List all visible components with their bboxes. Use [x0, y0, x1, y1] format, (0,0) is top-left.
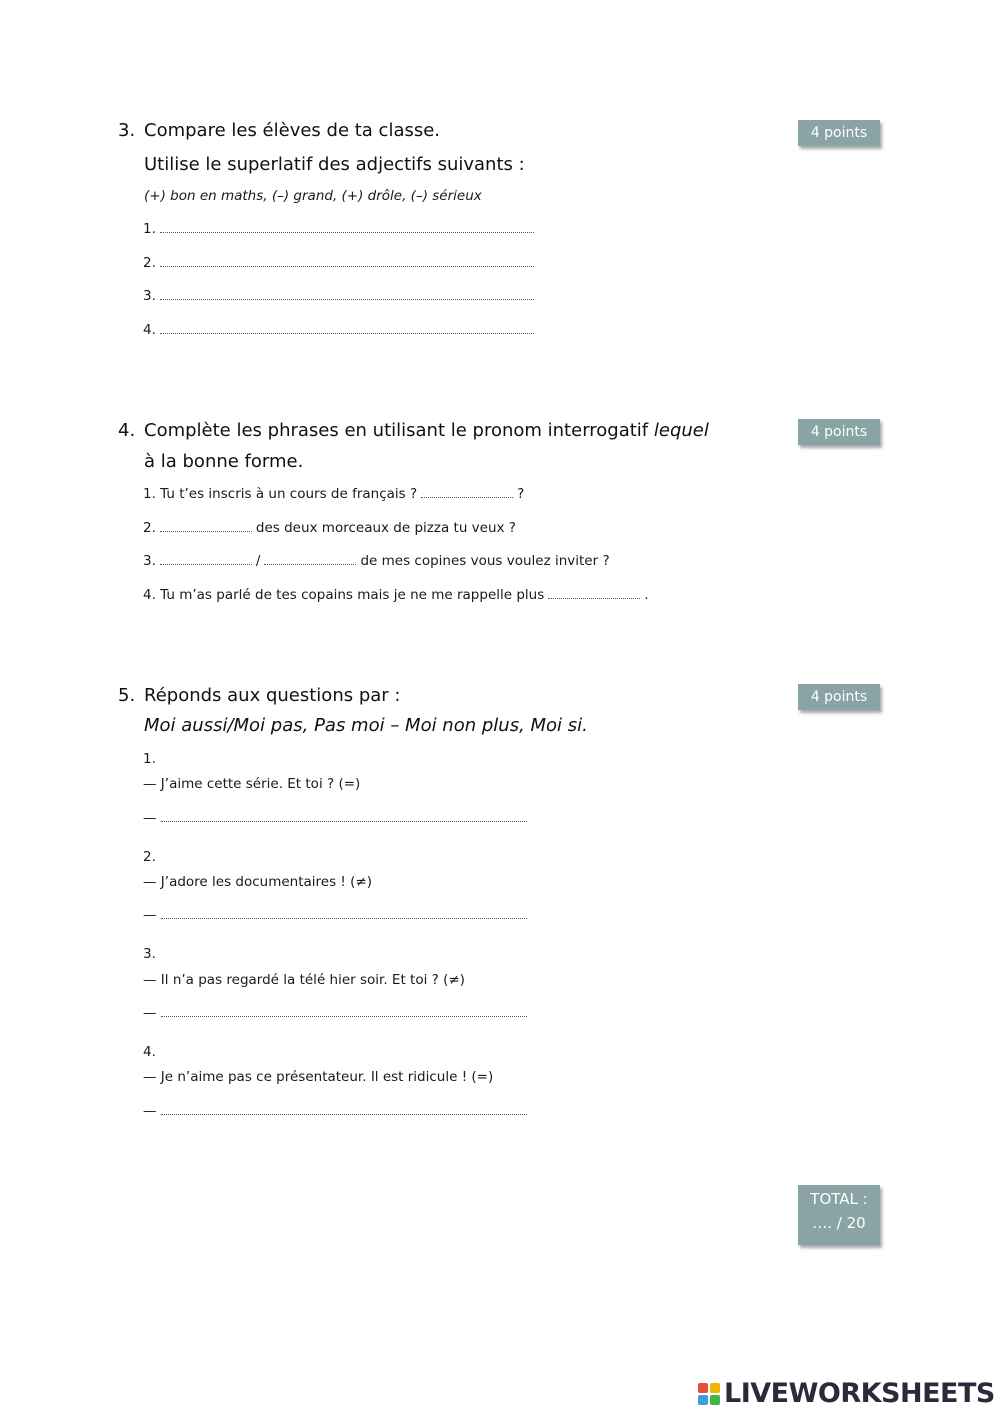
q3-title: Compare les élèves de ta classe. [144, 120, 441, 141]
q3-item-number: 2. [143, 255, 156, 271]
q5-answer-dash: — [143, 1103, 157, 1119]
q4-points-badge: 4 points [798, 419, 880, 445]
q3-adjectives: (+) bon en maths, (–) grand, (+) drôle, (–) sérieux [144, 188, 482, 204]
q5-dialog-answer-row [143, 810, 527, 826]
q4-s1-blank[interactable] [421, 487, 513, 498]
q3-item-number: 4. [143, 322, 156, 338]
q5-answer-dash: — [143, 810, 157, 826]
q5-answer-field[interactable] [161, 811, 527, 822]
q5-answer-field[interactable] [161, 1104, 527, 1115]
q4-sentence-3 [143, 553, 610, 569]
q5-points-badge: 4 points [798, 684, 880, 710]
q3-number: 3. [118, 120, 136, 141]
q4-s4-end: . [644, 587, 649, 603]
q5-number: 5. [118, 685, 136, 706]
q5-dialog-number: 3. [143, 946, 156, 962]
q3-points-badge: 4 points [798, 120, 880, 146]
total-value: …. / 20 [812, 1214, 866, 1232]
q5-dialog-number: 4. [143, 1044, 156, 1060]
q5-dialog-prompt: — J’aime cette série. Et toi ? (=) [143, 776, 361, 792]
q4-s2-blank[interactable] [160, 521, 252, 532]
q3-answer-field[interactable] [160, 323, 534, 334]
q4-s2-number: 2. [143, 520, 156, 536]
q5-dialog-number: 1. [143, 751, 156, 767]
q5-dialog-prompt: — Il n’a pas regardé la télé hier soir. Et toi ? (≠) [143, 972, 465, 988]
logo-icon [698, 1383, 720, 1405]
q4-title-line2: à la bonne forme. [144, 451, 304, 472]
q4-title-text: Complète les phrases en utilisant le pronom interrogatif [144, 420, 649, 441]
q4-s2-text: des deux morceaux de pizza tu veux ? [255, 520, 516, 536]
q4-sentence-4 [143, 587, 649, 603]
q5-answer-dash: — [143, 1005, 157, 1021]
q4-s3-blank-1[interactable] [160, 554, 252, 565]
q3-answer-field[interactable] [160, 289, 534, 300]
q5-answer-field[interactable] [161, 1006, 527, 1017]
logo-square [698, 1383, 708, 1393]
q4-sentence-1 [143, 486, 524, 502]
logo-text: LIVEWORKSHEETS [724, 1378, 995, 1409]
q4-s1-text: 1. Tu t’es inscris à un cours de français ? [143, 486, 418, 502]
q5-dialog-number: 2. [143, 849, 156, 865]
q3-answer-field[interactable] [160, 256, 534, 267]
q5-dialog-prompt: — Je n’aime pas ce présentateur. Il est ridicule ! (=) [143, 1069, 494, 1085]
q4-s1-end: ? [517, 486, 525, 502]
logo-square [710, 1395, 720, 1405]
q4-s3-blank-2[interactable] [264, 554, 356, 565]
q3-answer-row [143, 322, 534, 338]
logo-square [710, 1383, 720, 1393]
logo-square [698, 1395, 708, 1405]
q4-title-line1 [144, 420, 709, 441]
q3-item-number: 1. [143, 221, 156, 237]
q4-title-italic: lequel [653, 420, 709, 441]
q5-title: Réponds aux questions par : [144, 685, 401, 706]
q4-s3-text: de mes copines vous voulez inviter ? [360, 553, 610, 569]
q4-s3-slash: / [255, 553, 261, 569]
q3-subtitle: Utilise le superlatif des adjectifs suivants : [144, 154, 525, 175]
q4-s4-text: 4. Tu m’as parlé de tes copains mais je ne me rappelle plus [143, 587, 545, 603]
q5-dialog-answer-row [143, 907, 527, 923]
q4-s3-number: 3. [143, 553, 156, 569]
total-badge [798, 1185, 880, 1245]
q5-answer-dash: — [143, 907, 157, 923]
q3-answer-field[interactable] [160, 222, 534, 233]
q4-sentence-2 [143, 520, 516, 536]
q3-answer-row [143, 221, 534, 237]
liveworksheets-logo [698, 1378, 995, 1409]
q5-dialog-answer-row [143, 1103, 527, 1119]
q3-answer-row [143, 288, 534, 304]
q3-answer-row [143, 255, 534, 271]
q5-answer-field[interactable] [161, 908, 527, 919]
q4-s4-blank[interactable] [548, 588, 640, 599]
q5-options: Moi aussi/Moi pas, Pas moi – Moi non plus, Moi si. [144, 715, 588, 736]
q3-item-number: 3. [143, 288, 156, 304]
q5-dialog-prompt: — J’adore les documentaires ! (≠) [143, 874, 372, 890]
q4-number: 4. [118, 420, 136, 441]
q5-dialog-answer-row [143, 1005, 527, 1021]
total-label: TOTAL : [810, 1190, 868, 1208]
